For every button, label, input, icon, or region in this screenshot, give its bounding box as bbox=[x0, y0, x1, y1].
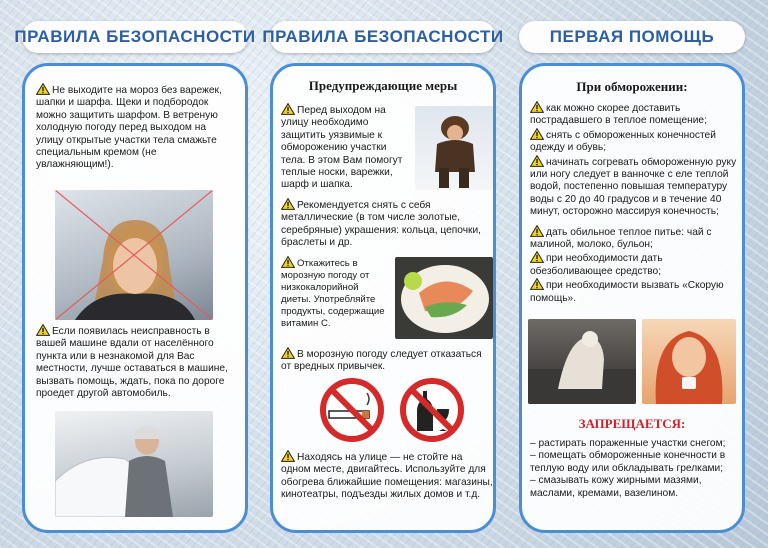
no-smoking-icon bbox=[317, 377, 387, 443]
first-aid-item: при необходимости вызвать «Скорую помощь». bbox=[530, 280, 724, 304]
warning-icon bbox=[36, 83, 50, 95]
warning-icon bbox=[36, 324, 50, 336]
child-in-winter-clothes-photo bbox=[415, 106, 493, 190]
forbidden-item: – смазывать кожу жирными мазями, маслами, кремами, вазелином. bbox=[530, 475, 702, 499]
col2-text-1: Перед выходом на улицу необходимо защитить уязвимые к обморожению участки тела. В этом Вам помогут теплые носки, варежки, шарф и шапка. bbox=[281, 105, 403, 191]
col2-text-3: Откажитесь в морозную погоду от низкокалорийной диеты. Употребляйте продукты, содержащие витамин С. bbox=[281, 258, 385, 329]
col2-text-2: Рекомендуется снять с себя металлические (в том числе золотые, серебряные) украшения: кольца, цепочки, браслеты и др. bbox=[281, 200, 481, 249]
warning-icon bbox=[281, 198, 295, 210]
first-aid-item: снять с обмороженных конечностей одежду и обувь; bbox=[530, 129, 716, 154]
frozen-woman-photo bbox=[55, 190, 213, 320]
warning-icon bbox=[530, 251, 544, 263]
col2-paragraph-3 bbox=[281, 256, 391, 330]
warning-icon bbox=[530, 225, 544, 237]
warm-drink-woman-photo bbox=[642, 319, 736, 404]
col1-paragraph-1 bbox=[36, 83, 234, 172]
panel-first-aid bbox=[519, 63, 745, 533]
header-safety-rules-2: ПРАВИЛА БЕЗОПАСНОСТИ bbox=[270, 21, 496, 53]
forbidden-item: – растирать пораженные участки снегом; bbox=[530, 438, 726, 449]
warning-icon bbox=[530, 101, 544, 113]
warning-icon bbox=[530, 128, 544, 140]
frostbite-victim-photo bbox=[528, 319, 636, 404]
first-aid-item: дать обильное теплое питье: чай с малиной, молоко, бульон; bbox=[530, 226, 712, 251]
col2-paragraph-4 bbox=[281, 347, 493, 374]
col2-text-4: В морозную погоду следует отказаться от вредных привычек. bbox=[281, 349, 482, 373]
warning-icon bbox=[530, 155, 544, 167]
col2-paragraph-2 bbox=[281, 198, 493, 250]
panel-safety-1 bbox=[22, 63, 248, 533]
first-aid-item: начинать согревать обмороженную руку или ногу следует в ванночке с еле теплой водой, постепенно повышая температуру воды с 20 до 40 градусов и в течение 40 минут, осторожно массируя конечность; bbox=[530, 156, 737, 218]
first-aid-item: при необходимости дать обезболивающее средство; bbox=[530, 253, 663, 277]
forbidden-item: – помещать обмороженные конечности в теплую воду или обкладывать грелками; bbox=[530, 450, 726, 474]
col2-text-5: Находясь на улице — не стойте на одном месте, двигайтесь. Используйте для обогрева ближайшие помещения: магазины, кинотеатры, подъезды жилых домов и т.д. bbox=[281, 452, 493, 501]
col1-paragraph-2 bbox=[36, 324, 236, 400]
forbidden-title: ЗАПРЕЩАЕТСЯ: bbox=[578, 416, 686, 431]
warning-icon bbox=[530, 278, 544, 290]
forbidden-list bbox=[530, 438, 742, 500]
col1-text-2: Если появилась неисправность в вашей машине вдали от населённого пункта или в незнакомой для Вас местности, лучше оставаться в машине, вызвать помощь, ждать, пока по дороге проедет другой автомобиль. bbox=[36, 326, 228, 400]
warning-icon bbox=[281, 256, 295, 268]
first-aid-item: как можно скорее доставить пострадавшего в теплое помещение; bbox=[530, 103, 707, 127]
no-alcohol-icon bbox=[397, 377, 467, 443]
panel-safety-2 bbox=[270, 63, 496, 533]
col2-paragraph-1 bbox=[281, 103, 405, 192]
warning-icon bbox=[281, 347, 295, 359]
header-first-aid: ПЕРВАЯ ПОМОЩЬ bbox=[519, 21, 745, 53]
col1-text-1: Не выходите на мороз без варежек, шапки и шарфа. Щеки и подбородок можно защитить шарфом. В ветреную холодную погоду перед выходом на улицу открытые участки тела смажьте специальным кремом (не увлажняющим!). bbox=[36, 85, 222, 171]
healthy-food-photo bbox=[395, 257, 493, 339]
warning-icon bbox=[281, 450, 295, 462]
first-aid-list bbox=[530, 101, 742, 305]
col2-title: Предупреждающие меры bbox=[308, 78, 458, 93]
header-safety-rules-1: ПРАВИЛА БЕЗОПАСНОСТИ bbox=[22, 21, 248, 53]
warning-icon bbox=[281, 103, 295, 115]
col3-title: При обморожении: bbox=[576, 79, 688, 94]
col2-paragraph-5 bbox=[281, 450, 493, 502]
snowy-car-photo bbox=[55, 411, 213, 517]
